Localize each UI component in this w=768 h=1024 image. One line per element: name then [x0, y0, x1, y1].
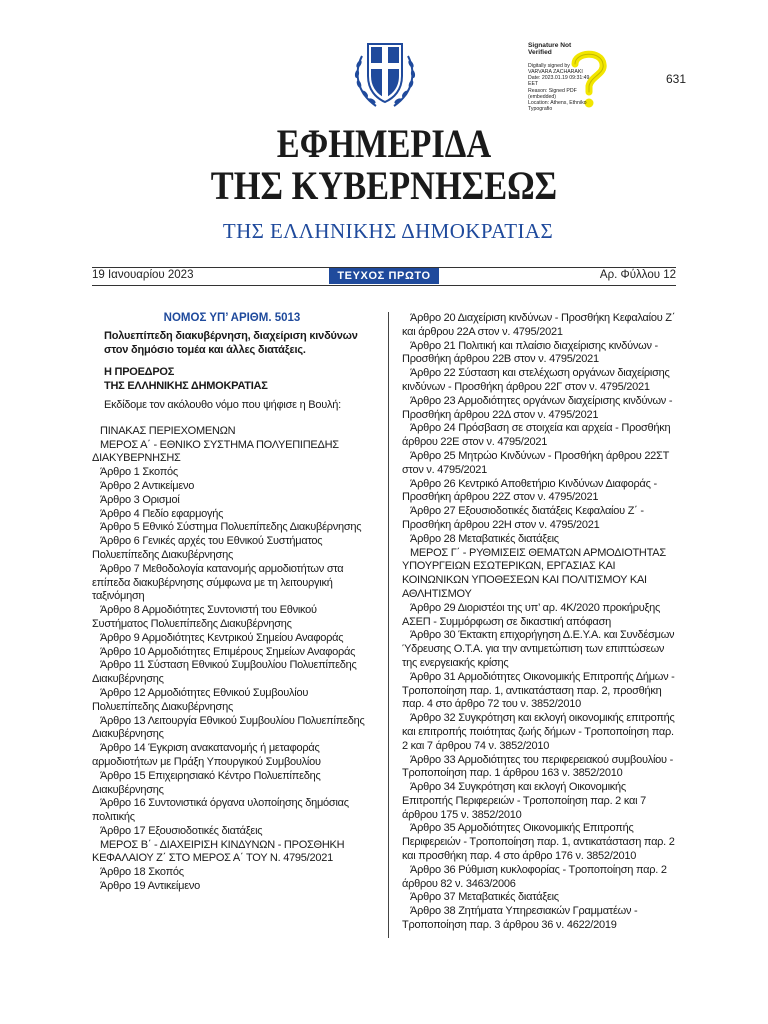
toc-item: Άρθρο 25 Μητρώο Κινδύνων - Προσθήκη άρθρου 22ΣΤ στον ν. 4795/2021 [402, 449, 669, 476]
toc-item: Άρθρο 13 Λειτουργία Εθνικού Συμβουλίου Πολυεπίπεδης Διακυβέρνησης [92, 714, 365, 741]
toc-item: Άρθρο 26 Κεντρικό Αποθετήριο Κινδύνων Διαφοράς - Προσθήκη άρθρου 22Ζ στον ν. 4795/2021 [402, 477, 657, 504]
toc-item: Άρθρο 35 Αρμοδιότητες Οικονομικής Επιτροπής Περιφερειών - Τροποποίηση παρ. 1, αντικατάσταση παρ. 2 και προσθήκη παρ. 4 στο άρθρο 176 ν. 3852/2010 [402, 822, 675, 863]
toc-item: ΠΙΝΑΚΑΣ ΠΕΡΙΕΧΟΜΕΝΩΝ [100, 424, 236, 437]
page-number: 631 [666, 72, 687, 86]
law-number: ΝΟΜΟΣ ΥΠ’ ΑΡΙΘΜ. 5013 [163, 312, 301, 324]
toc-item: Άρθρο 3 Ορισμοί [100, 493, 180, 506]
right-column [402, 312, 676, 933]
toc-item: Άρθρο 6 Γενικές αρχές του Εθνικού Συστήματος Πολυεπίπεδης Διακυβέρνησης [92, 535, 323, 561]
toc-item: ΜΕΡΟΣ Γ΄ - ΡΥΘΜΙΣΕΙΣ ΘΕΜΑΤΩΝ ΑΡΜΟΔΙΟΤΗΤΑΣ ΥΠΟΥΡΓΕΙΩΝ ΕΣΩΤΕΡΙΚΩΝ, ΕΡΓΑΣΙΑΣ ΚΑΙ ΚΟΙΝΩΝΙΚΩΝ ΥΠΟΘΕΣΕΩΝ ΚΑΙ ΠΟΛΙΤΙΣΜΟΥ ΚΑΙ ΑΘΛΗΤΙΣΜΟΥ [402, 546, 666, 600]
enactment-clause: Εκδίδομε τον ακόλουθο νόμο που ψήφισε η Βουλή: [104, 398, 341, 411]
toc-item: Άρθρο 21 Πολιτική και πλαίσιο διαχείρισης κινδύνων - Προσθήκη άρθρου 22Β στον ν. 4795/2021 [402, 339, 658, 366]
masthead-title-line2: ΤΗΣ ΚΥΒΕΡΝΗΣΕΩΣ [210, 163, 558, 208]
toc-item: Άρθρο 1 Σκοπός [100, 466, 178, 479]
law-title: Πολυεπίπεδη διακυβέρνηση, διαχείριση κινδύνων στον δημόσιο τομέα και άλλες διατάξεις. [104, 329, 358, 356]
toc-item: Άρθρο 12 Αρμοδιότητες Εθνικού Συμβουλίου Πολυεπίπεδης Διακυβέρνησης [92, 686, 309, 713]
signature-line: Location: Athens, Ethniko [528, 100, 587, 107]
signature-title-2: Verified [528, 49, 552, 57]
masthead-title: ΕΦΗΜΕΡΙΔΑ [276, 121, 492, 166]
toc-item: Άρθρο 38 Ζητήματα Υπηρεσιακών Γραμματέων - Τροποποίηση παρ. 3 άρθρου 36 ν. 4622/2019 [402, 905, 638, 932]
toc-item: Άρθρο 23 Αρμοδιότητες οργάνων διαχείρισης κινδύνων - Προσθήκη άρθρου 22Δ στον ν. 4795/2021 [402, 394, 673, 421]
toc-item: Άρθρο 34 Συγκρότηση και εκλογή Οικονομικής Επιτροπής Περιφερειών - Τροποποίηση παρ. 2 και 7 άρθρου 175 ν. 3852/2010 [402, 781, 646, 821]
sheet-number: Αρ. Φύλλου 12 [599, 269, 676, 281]
toc-item: Άρθρο 14 Έγκριση ανακατανομής ή μεταφοράς αρμοδιοτήτων με Πράξη Υπουργικού Συμβουλίου [92, 742, 321, 768]
president-line-1: Η ΠΡΟΕΔΡΟΣ [104, 366, 175, 379]
toc-item: Άρθρο 2 Αντικείμενο [100, 479, 195, 492]
toc-item: Άρθρο 16 Συντονιστικά όργανα υλοποίησης δημόσιας πολιτικής [92, 797, 349, 824]
column-divider [388, 312, 389, 938]
digital-signature [528, 42, 628, 114]
toc-item: Άρθρο 4 Πεδίο εφαρμογής [100, 507, 224, 520]
toc-item: Άρθρο 36 Ρύθμιση κυκλοφορίας - Τροποποίηση παρ. 2 άρθρου 82 ν. 3463/2006 [402, 863, 667, 890]
toc-item: Άρθρο 27 Εξουσιοδοτικές διατάξεις Κεφαλαίου Ζ΄ - Προσθήκη άρθρου 22Η στον ν. 4795/2021 [402, 505, 644, 531]
toc-item: Άρθρο 19 Αντικείμενο [100, 880, 200, 893]
left-column [92, 312, 372, 894]
toc-item: ΜΕΡΟΣ Β΄ - ΔΙΑΧΕΙΡΙΣΗ ΚΙΝΔΥΝΩΝ - ΠΡΟΣΘΗΚΗ ΚΕΦΑΛΑΙΟΥ Ζ΄ ΣΤΟ ΜΕΡΟΣ Α΄ ΤΟΥ Ν. 4795/2021 [92, 838, 345, 865]
toc-item: Άρθρο 29 Διοριστέοι της υπ’ αρ. 4Κ/2020 προκήρυξης ΑΣΕΠ - Συμμόρφωση σε δικαστική απόφαση [402, 601, 661, 628]
dateline [92, 267, 676, 286]
president-line-2: ΤΗΣ ΕΛΛΗΝΙΚΗΣ ΔΗΜΟΚΡΑΤΙΑΣ [104, 380, 268, 393]
issue-date: 19 Ιανουαρίου 2023 [92, 269, 194, 281]
toc-item: Άρθρο 28 Μεταβατικές διατάξεις [410, 532, 559, 545]
toc-item: Άρθρο 18 Σκοπός [100, 866, 184, 879]
signature-line: (embedded) [528, 93, 556, 100]
toc-item: ΜΕΡΟΣ Α΄ - ΕΘΝΙΚΟ ΣΥΣΤΗΜΑ ΠΟΛΥΕΠΙΠΕΔΗΣ ΔΙΑΚΥΒΕΡΝΗΣΗΣ [92, 438, 339, 465]
toc-left [92, 425, 372, 894]
toc-right [402, 312, 676, 933]
signature-line: Digitally signed by [528, 62, 570, 69]
toc-item: Άρθρο 10 Αρμοδιότητες Επιμέρους Σημείων Αναφοράς [100, 645, 356, 658]
toc-item: Άρθρο 31 Αρμοδιότητες Οικονομικής Επιτροπής Δήμων - Τροποποίηση παρ. 1, αντικατάσταση παρ. 2, προσθήκη παρ. 4 στο άρθρο 72 του ν. 3852/2010 [402, 670, 675, 711]
greek-coat-of-arms-icon [352, 36, 418, 112]
toc-item: Άρθρο 37 Μεταβατικές διατάξεις [410, 891, 559, 904]
signature-line: Date: 2023.01.19 09:31:49 [528, 75, 590, 82]
toc-item: Άρθρο 15 Επιχειρησιακό Κέντρο Πολυεπίπεδης Διακυβέρνησης [92, 769, 321, 796]
signature-line: Reason: Signed PDF [528, 87, 577, 94]
toc-item: Άρθρο 30 Έκτακτη επιχορήγηση Δ.Ε.Υ.Α. και Συνδέσμων Ύδρευσης Ο.Τ.Α. για την αντιμετώπιση των επιπτώσεων της ενεργειακής κρίσης [402, 629, 675, 669]
toc-item: Άρθρο 7 Μεθοδολογία κατανομής αρμοδιοτήτων στα επίπεδα διακυβέρνησης σύμφωνα με τη λειτουργική ταξινόμηση [92, 562, 344, 603]
rule-bottom [92, 285, 676, 286]
toc-item: Άρθρο 22 Σύσταση και στελέχωση οργάνων διαχείρισης κινδύνων - Προσθήκη άρθρου 22Γ στον ν. 4795/2021 [402, 367, 670, 393]
toc-item: Άρθρο 33 Αρμοδιότητες του περιφερειακού συμβουλίου - Τροποποίηση παρ. 1 άρθρου 163 ν. 3852/2010 [402, 753, 674, 780]
toc-item: Άρθρο 24 Πρόσβαση σε στοιχεία και αρχεία - Προσθήκη άρθρου 22Ε στον ν. 4795/2021 [402, 422, 671, 449]
signature-line: VARVARA ZACHARAKI [528, 69, 583, 76]
toc-item: Άρθρο 11 Σύσταση Εθνικού Συμβουλίου Πολυεπίπεδης Διακυβέρνησης [92, 659, 357, 686]
masthead-subtitle: ΤΗΣ ΕΛΛΗΝΙΚΗΣ ΔΗΜΟΚΡΑΤΙΑΣ [222, 219, 554, 243]
toc-item: Άρθρο 9 Αρμοδιότητες Κεντρικού Σημείου Αναφοράς [100, 631, 344, 644]
signature-line: Typografio [528, 106, 553, 113]
toc-item: Άρθρο 32 Συγκρότηση και εκλογή οικονομικής επιτροπής και επιτροπής ποιότητας ζωής δήμων - Τροποποίηση παρ. 2 και 7 άρθρου 74 ν. 3852/2010 [402, 712, 675, 752]
toc-item: Άρθρο 17 Εξουσιοδοτικές διατάξεις [100, 824, 263, 837]
toc-item: Άρθρο 20 Διαχείριση κινδύνων - Προσθήκη Κεφαλαίου Ζ΄ και άρθρου 22Α στον ν. 4795/2021 [402, 312, 676, 338]
issue-badge: ΤΕΥΧΟΣ ΠΡΩΤΟ [329, 268, 439, 284]
signature-line: EET [528, 81, 539, 88]
toc-item: Άρθρο 5 Εθνικό Σύστημα Πολυεπίπεδης Διακυβέρνησης [100, 521, 362, 534]
toc-item: Άρθρο 8 Αρμοδιότητες Συντονιστή του Εθνικού Συστήματος Πολυεπίπεδης Διακυβέρνησης [92, 604, 317, 630]
signature-title-1: Signature Not [528, 42, 572, 49]
